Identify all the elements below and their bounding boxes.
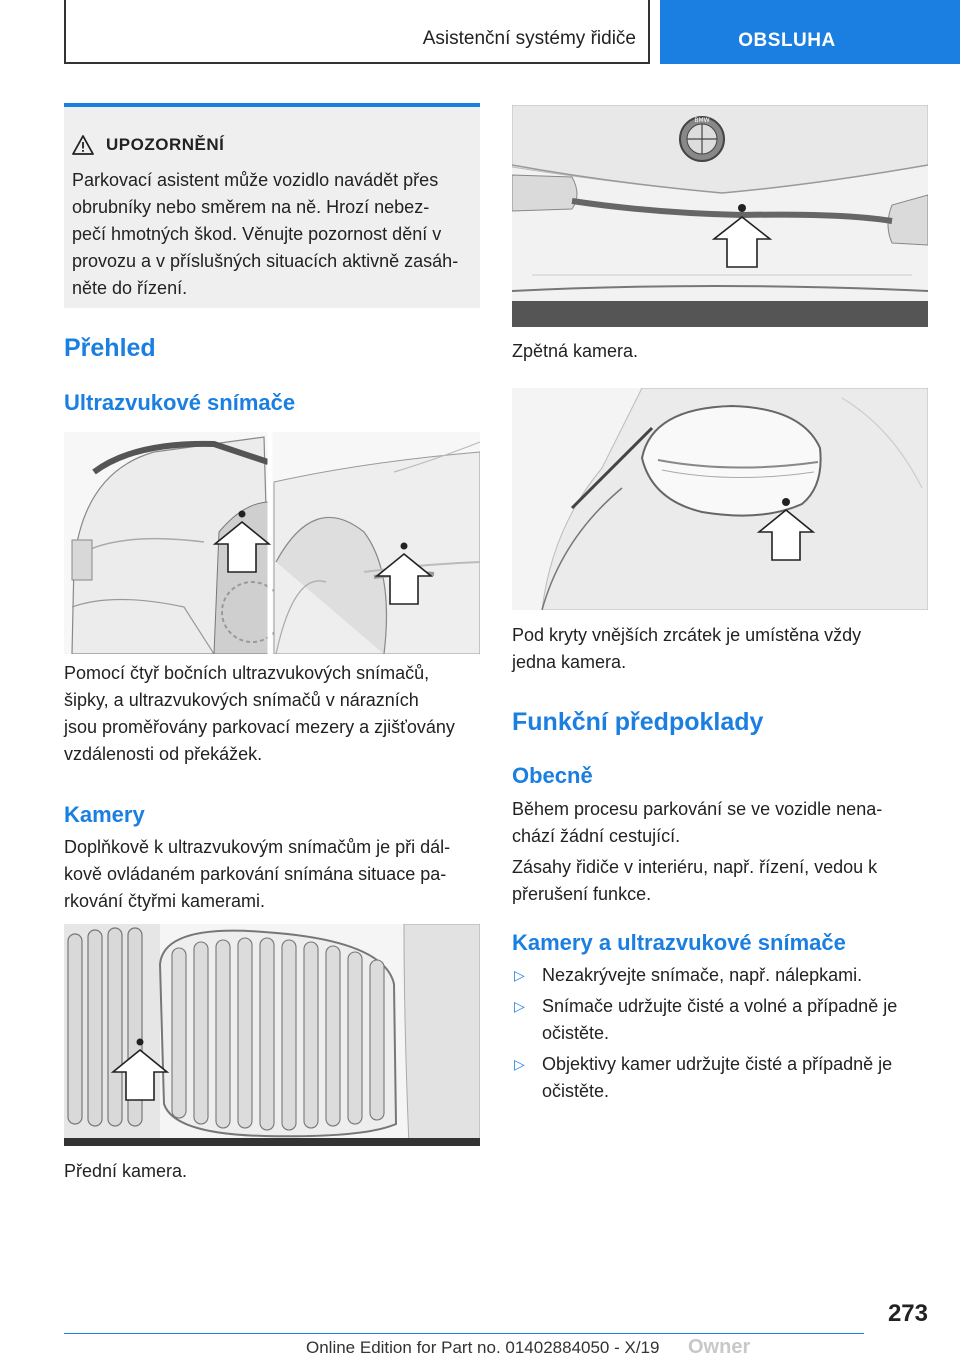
text-line: chází žádní cestující. (512, 826, 681, 846)
triangle-bullet-icon: ▷ (514, 1056, 525, 1072)
warning-box (64, 103, 480, 308)
section-tab[interactable] (660, 0, 960, 64)
text-line: očistěte. (542, 1023, 610, 1043)
text-line: Objektivy kamer udržujte čisté a případně je (542, 1054, 893, 1074)
watermark: Owner (688, 1336, 751, 1358)
warning-line: Parkovací asistent může vozidlo navádět přes (72, 170, 439, 190)
warning-heading (72, 135, 224, 155)
mirror-camera-text (512, 622, 928, 676)
cameras-heading: Kamery (64, 802, 145, 827)
text-line: Nezakrývejte snímače, např. nálepkami. (542, 965, 863, 985)
footer-divider (64, 1333, 864, 1334)
care-list (512, 962, 928, 1109)
text-line: Doplňkově k ultrazvukovým snímačům je při dál- (64, 837, 451, 857)
cams-sensors-heading: Kamery a ultrazvukové snímače (512, 930, 846, 955)
footer-edition: Online Edition for Part no. 01402884050 - X/19 (306, 1338, 660, 1357)
text-line: šipky, a ultrazvukových snímačů v nárazních (64, 690, 419, 710)
sensors-heading: Ultrazvukové snímače (64, 390, 296, 415)
list-item (512, 962, 928, 989)
text-line: kově ovládaném parkování snímána situace pa- (64, 864, 447, 884)
rear-camera-caption: Zpětná kamera. (512, 341, 639, 361)
triangle-bullet-icon: ▷ (514, 998, 525, 1014)
front-camera-caption: Přední kamera. (64, 1161, 188, 1181)
sensors-text (64, 660, 480, 768)
rear-camera-figure (512, 105, 928, 327)
text-line: jsou proměřovány parkovací mezery a zjišťovány (64, 717, 455, 737)
general-text-1 (512, 796, 928, 850)
section-tab-label: OBSLUHA (738, 30, 836, 51)
warning-line: provozu a v příslušných situacích aktivně zasáh- (72, 251, 459, 271)
warning-text (72, 167, 476, 302)
triangle-bullet-icon: ▷ (514, 967, 525, 983)
warning-line: pečí hmotných škod. Věnujte pozornost dění v (72, 224, 442, 244)
front-camera-figure (64, 924, 480, 1146)
text-line: Zásahy řidiče v interiéru, např. řízení, vedou k (512, 857, 878, 877)
overview-heading: Přehled (64, 334, 156, 362)
cameras-text (64, 834, 480, 915)
text-line: rkování čtyřmi kamerami. (64, 891, 266, 911)
header-box (64, 0, 650, 64)
bmw-logo-text: BMW (694, 117, 710, 124)
ultrasonic-sensors-figure (64, 432, 480, 654)
warning-title: UPOZORNĚNÍ (106, 135, 225, 154)
warning-line: něte do řízení. (72, 278, 188, 298)
text-line: Během procesu parkování se ve vozidle nena- (512, 799, 883, 819)
text-line: Pod kryty vnějších zrcátek je umístěna vždy (512, 625, 862, 645)
prerequisites-heading: Funkční předpoklady (512, 708, 764, 736)
general-heading: Obecně (512, 763, 593, 788)
general-text-2 (512, 854, 928, 908)
text-line: vzdálenosti od překážek. (64, 744, 263, 764)
text-line: Pomocí čtyř bočních ultrazvukových snímačů, (64, 663, 430, 683)
list-item (512, 993, 928, 1047)
chapter-title: Asistenční systémy řidiče (422, 28, 636, 49)
text-line: jedna kamera. (512, 652, 627, 672)
page-number: 273 (887, 1300, 928, 1327)
warning-icon (72, 135, 94, 155)
list-item (512, 1051, 928, 1105)
text-line: očistěte. (542, 1081, 610, 1101)
text-line: Snímače udržujte čisté a volné a případně je (542, 996, 898, 1016)
warning-line: obrubníky nebo směrem na ně. Hrozí nebez- (72, 197, 430, 217)
text-line: přerušení funkce. (512, 884, 652, 904)
mirror-camera-figure (512, 388, 928, 610)
